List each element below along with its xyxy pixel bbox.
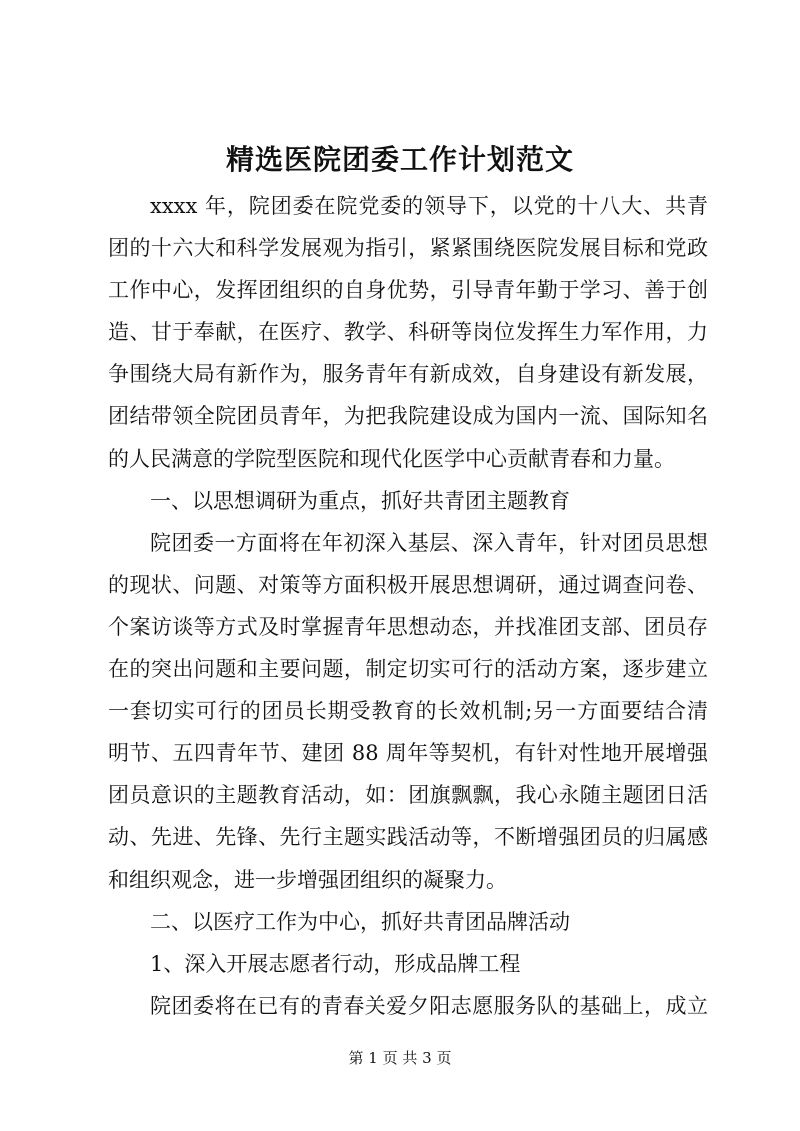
text-line: 争围绕大局有新作为，服务青年有新成效，自身建设有新发展，: [108, 362, 708, 387]
text-line: 工作中心，发挥团组织的自身优势，引导青年勤于学习、善于创: [108, 278, 708, 303]
text-line: 二、以医疗工作为中心，抓好共青团品牌活动: [150, 909, 570, 934]
text-line: 一、以思想调研为重点，抓好共青团主题教育: [150, 488, 570, 513]
text-line: 明节、五四青年节、建团 88 周年等契机，有针对性地开展增强: [108, 741, 708, 766]
text-line: 个案访谈等方式及时掌握青年思想动态，并找准团支部、团员存: [108, 614, 708, 639]
page-footer: 第 1 页 共 3 页: [348, 1049, 452, 1067]
text-line: xxxx 年，院团委在院党委的领导下，以党的十八大、共青: [150, 194, 708, 218]
text-line: 动、先进、先锋、先行主题实践活动等，不断增强团员的归属感: [108, 825, 708, 850]
text-line: 和组织观念，进一步增强团组织的凝聚力。: [108, 867, 507, 892]
text-line: 1、深入开展志愿者行动，形成品牌工程: [150, 951, 521, 976]
text-line: 一套切实可行的团员长期受教育的长效机制;另一方面要结合清: [108, 699, 708, 724]
text-line: 团结带领全院团员青年，为把我院建设成为国内一流、国际知名: [108, 404, 708, 429]
text-line: 在的突出问题和主要问题，制定切实可行的活动方案，逐步建立: [108, 657, 708, 682]
text-line: 的现状、问题、对策等方面积极开展思想调研，通过调查问卷、: [108, 572, 708, 597]
text-line: 团的十六大和科学发展观为指引，紧紧围绕医院发展目标和党政: [108, 236, 708, 261]
text-line: 院团委一方面将在年初深入基层、深入青年，针对团员思想: [150, 530, 708, 555]
text-line: 团员意识的主题教育活动，如：团旗飘飘，我心永随主题团日活: [108, 783, 708, 808]
document-title: 精选医院团委工作计划范文: [225, 143, 574, 176]
text-line: 的人民满意的学院型医院和现代化医学中心贡献青春和力量。: [108, 446, 675, 471]
text-line: 造、甘于奉献，在医疗、教学、科研等岗位发挥生力军作用，力: [108, 320, 708, 345]
document-body: [108, 185, 708, 1027]
text-line: 院团委将在已有的青春关爱夕阳志愿服务队的基础上，成立: [150, 993, 708, 1018]
